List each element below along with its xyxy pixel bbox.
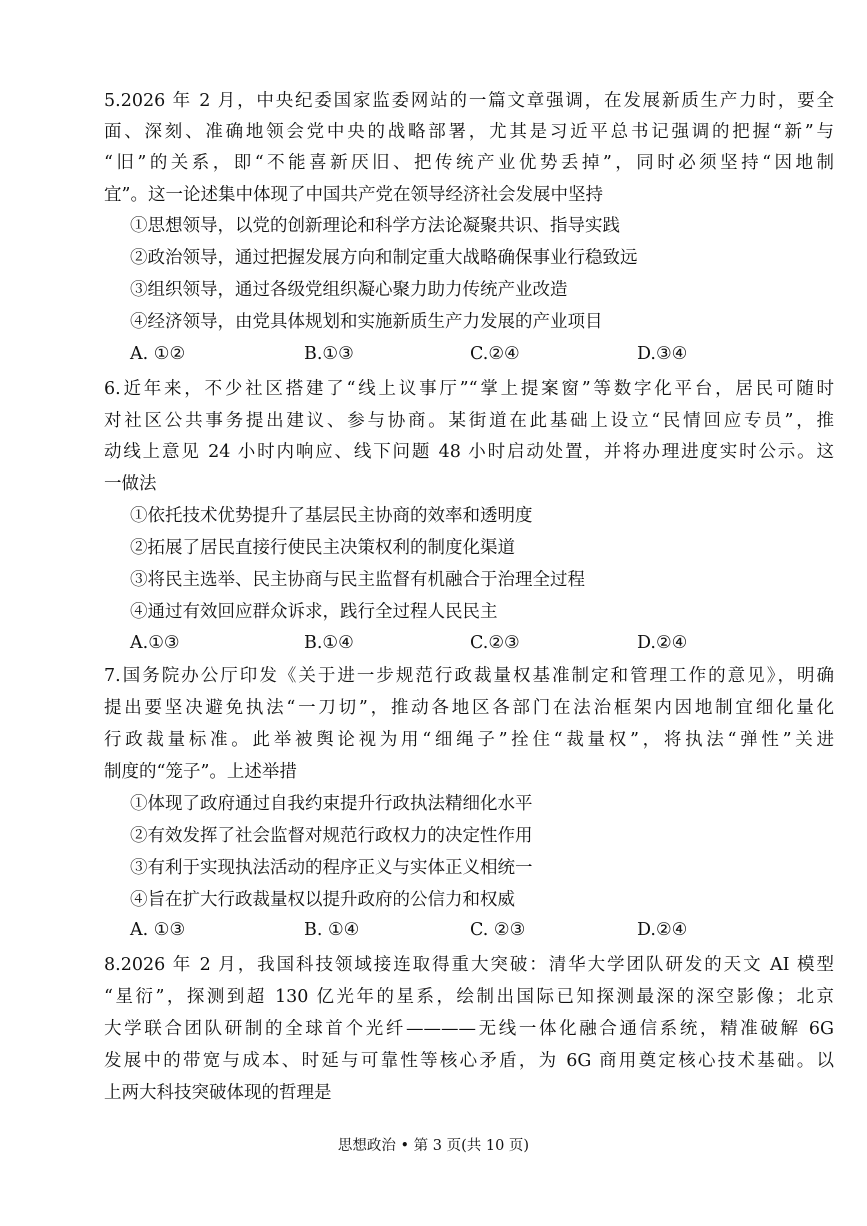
answer-options — [130, 628, 830, 659]
option-b: B.①③ — [304, 344, 354, 364]
question-stem-line: 宜”。这一论述集中体现了中国共产党在领导经济社会发展中坚持 — [104, 185, 603, 205]
option-c: C.②③ — [470, 633, 520, 653]
statement-item: ②拓展了居民直接行使民主决策权利的制度化渠道 — [130, 538, 515, 558]
option-b: B. ①④ — [304, 920, 360, 940]
statement-item: ④经济领导，由党具体规划和实施新质生产力发展的产业项目 — [130, 312, 603, 332]
question-stem-line: 提出要坚决避免执法“一刀切”，推动各地区各部门在法治框架内因地制宜细化量化 — [104, 698, 834, 718]
question-stem-line: 7.国务院办公厅印发《关于进一步规范行政裁量权基准制定和管理工作的意见》，明确 — [104, 666, 834, 686]
question-stem-line: 对社区公共事务提出建议、参与协商。某街道在此基础上设立“民情回应专员”，推 — [104, 411, 834, 431]
option-a: A.①③ — [130, 633, 180, 653]
option-d: D.②④ — [637, 633, 688, 653]
option-d: D.③④ — [637, 344, 688, 364]
question-stem-line: “旧”的关系，即“不能喜新厌旧、把传统产业优势丢掉”，同时必须坚持“因地制 — [104, 153, 834, 173]
question-stem-line: 上两大科技突破体现的哲理是 — [104, 1083, 332, 1103]
statement-item: ③组织领导，通过各级党组织凝心聚力助力传统产业改造 — [130, 280, 568, 300]
option-d: D.②④ — [637, 920, 688, 940]
option-a: A. ①② — [130, 344, 186, 364]
question-stem-line: “星衍”，探测到超 130 亿光年的星系，绘制出国际已知探测最深的深空影像；北京 — [104, 987, 834, 1007]
option-b: B.①④ — [304, 633, 354, 653]
statement-item: ①体现了政府通过自我约束提升行政执法精细化水平 — [130, 794, 533, 814]
page-footer: 思想政治 • 第 3 页(共 10 页) — [337, 1138, 530, 1154]
question-stem-line: 行政裁量标准。此举被舆论视为用“细绳子”拴住“裁量权”，将执法“弹性”关进 — [104, 730, 834, 750]
statement-item: ②政治领导，通过把握发展方向和制定重大战略确保事业行稳致远 — [130, 248, 638, 268]
question-stem-line: 大学联合团队研制的全球首个光纤————无线一体化融合通信系统，精准破解 6G — [104, 1019, 834, 1039]
statement-item: ①依托技术优势提升了基层民主协商的效率和透明度 — [130, 506, 533, 526]
statement-item: ①思想领导，以党的创新理论和科学方法论凝聚共识、指导实践 — [130, 216, 620, 236]
statement-item: ②有效发挥了社会监督对规范行政权力的决定性作用 — [130, 826, 533, 846]
question-stem-line: 8.2026 年 2 月，我国科技领域接连取得重大突破：清华大学团队研发的天文 AI 模型 — [104, 955, 834, 975]
option-c: C. ②③ — [470, 920, 526, 940]
statement-item: ③有利于实现执法活动的程序正义与实体正义相统一 — [130, 858, 533, 878]
answer-options — [130, 339, 830, 370]
answer-options — [130, 915, 830, 946]
question-stem-line: 面、深刻、准确地领会党中央的战略部署，尤其是习近平总书记强调的把握“新”与 — [104, 122, 834, 142]
question-stem-line: 5.2026 年 2 月，中央纪委国家监委网站的一篇文章强调，在发展新质生产力时，要全 — [104, 91, 834, 111]
statement-item: ④通过有效回应群众诉求，践行全过程人民民主 — [130, 602, 498, 622]
question-stem-line: 动线上意见 24 小时内响应、线下问题 48 小时启动处置，并将办理进度实时公示。这 — [104, 442, 834, 462]
statement-item: ④旨在扩大行政裁量权以提升政府的公信力和权威 — [130, 890, 515, 910]
question-stem-line: 一做法 — [104, 474, 157, 494]
question-stem-line: 制度的“笼子”。上述举措 — [104, 762, 297, 782]
question-stem-line: 发展中的带宽与成本、时延与可靠性等核心矛盾，为 6G 商用奠定核心技术基础。以 — [104, 1051, 834, 1071]
question-stem-line: 6.近年来，不少社区搭建了“线上议事厅”“掌上提案窗”等数字化平台，居民可随时 — [104, 379, 834, 399]
option-c: C.②④ — [470, 344, 520, 364]
statement-item: ③将民主选举、民主协商与民主监督有机融合于治理全过程 — [130, 570, 585, 590]
option-a: A. ①③ — [130, 920, 186, 940]
